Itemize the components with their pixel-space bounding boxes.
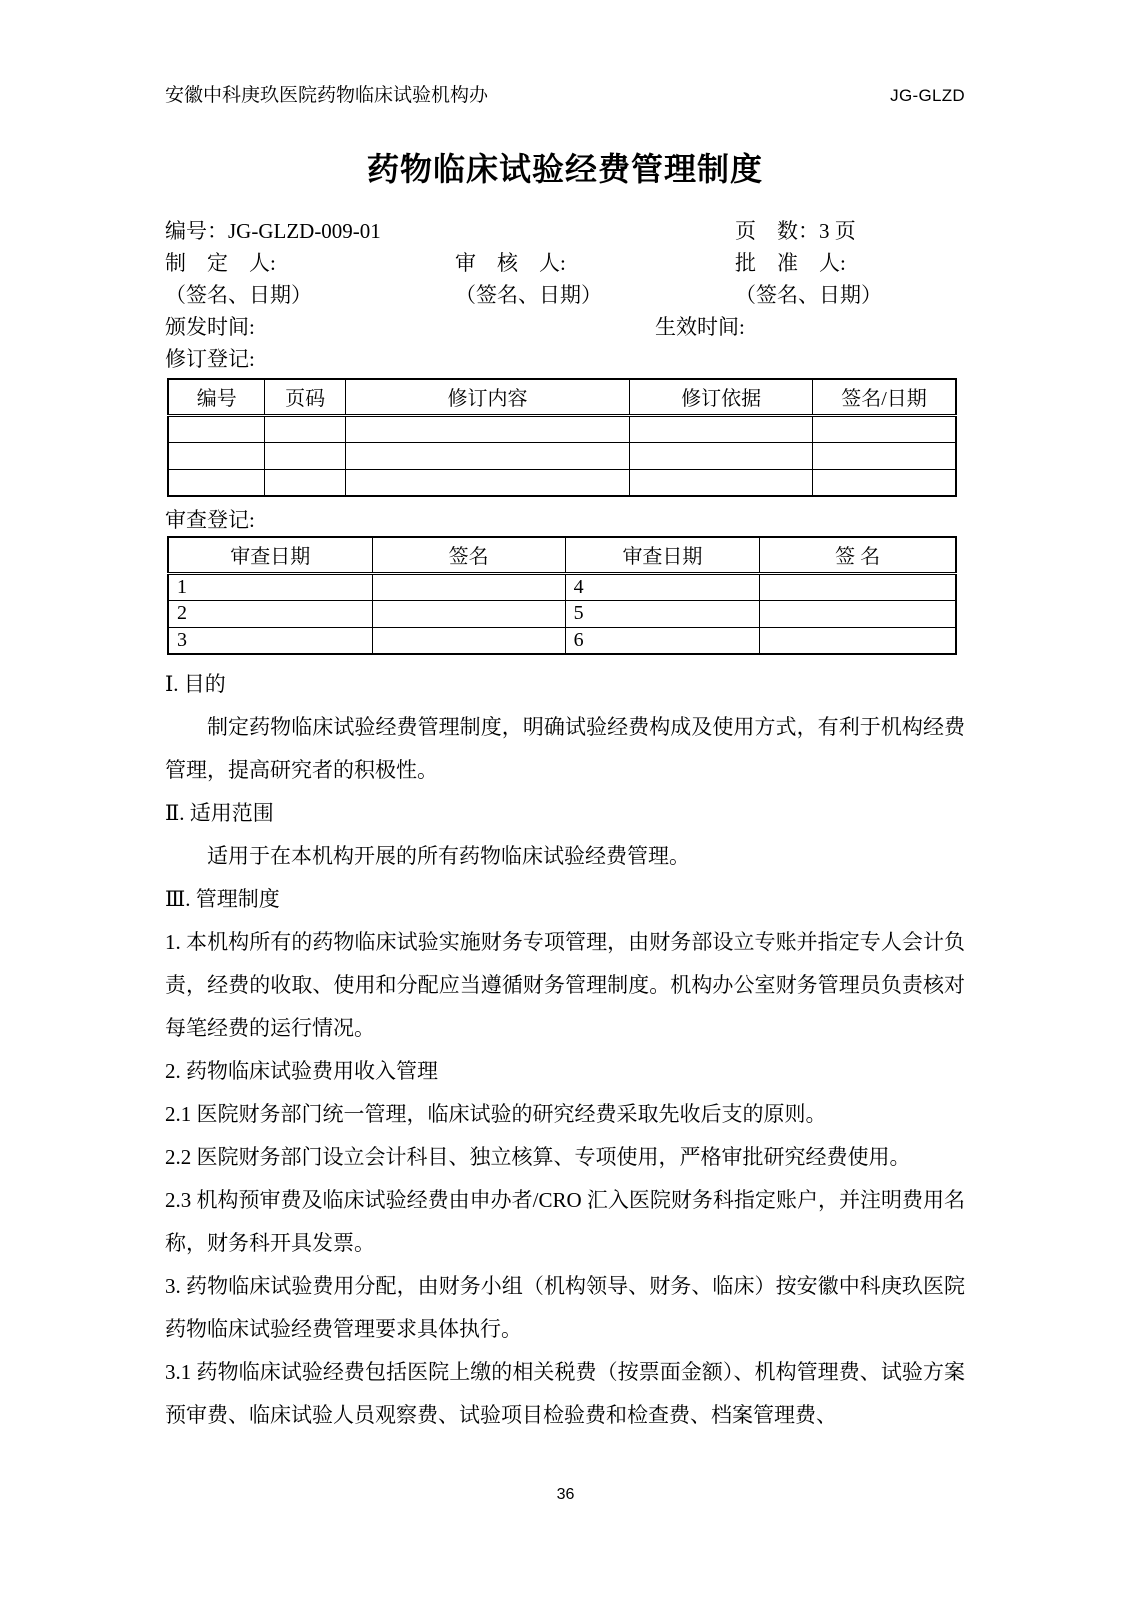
reviewer-label: 审 核 人: [455, 251, 566, 275]
header-org-name: 安徽中科庚玖医院药物临床试验机构办 [165, 85, 489, 106]
table-cell: 1 [168, 573, 372, 600]
table-cell [372, 600, 565, 627]
revision-section-label: 修订登记: [165, 347, 255, 371]
section-heading: Ⅱ. 适用范围 [165, 801, 274, 825]
section-heading: Ⅲ. 管理制度 [165, 887, 280, 911]
maker-sign-date: （签名、日期） [165, 283, 312, 307]
table-cell [630, 415, 813, 442]
table-cell [168, 469, 265, 496]
issue-time-label: 颁发时间: [165, 315, 255, 339]
section-heading: Ⅰ. 目的 [165, 672, 226, 696]
table-cell: 5 [565, 600, 760, 627]
table-cell [813, 415, 956, 442]
table-cell [630, 469, 813, 496]
table-row [168, 573, 956, 600]
info-row [165, 247, 965, 279]
body-paragraph: 制定药物临床试验经费管理制度，明确试验经费构成及使用方式，有利于机构经费管理，提高研究者的积极性。 [165, 715, 965, 782]
body-paragraph: 2.1 医院财务部门统一管理，临床试验的研究经费采取先收后支的原则。 [165, 1102, 827, 1126]
body-paragraph: 2. 药物临床试验费用收入管理 [165, 1059, 438, 1083]
maker-label: 制 定 人: [165, 251, 276, 275]
column-header: 页码 [265, 379, 345, 415]
page-number: 36 [556, 1486, 575, 1503]
table-cell [372, 627, 565, 654]
page-header [165, 0, 965, 107]
table-cell [630, 442, 813, 469]
body-paragraph: 3. 药物临床试验费用分配，由财务小组（机构领导、财务、临床）按安徽中科庚玖医院药物临床试验经费管理要求具体执行。 [165, 1274, 965, 1341]
column-header: 修订内容 [345, 379, 629, 415]
page-count: 页 数：3 页 [735, 219, 856, 243]
body-paragraph: 2.3 机构预审费及临床试验经费由申办者/CRO 汇入医院财务科指定账户，并注明费用名称，财务科开具发票。 [165, 1188, 965, 1255]
table-cell: 2 [168, 600, 372, 627]
column-header: 审查日期 [168, 537, 372, 573]
reviewer-sign-date: （签名、日期） [455, 283, 602, 307]
column-header: 修订依据 [630, 379, 813, 415]
body-paragraph: 适用于在本机构开展的所有药物临床试验经费管理。 [207, 844, 690, 868]
table-cell [372, 573, 565, 600]
table-cell [760, 573, 956, 600]
table-cell: 3 [168, 627, 372, 654]
review-table [167, 536, 957, 655]
table-row [168, 442, 956, 469]
info-row [165, 215, 965, 247]
revision-table [167, 378, 957, 497]
column-header: 签 名 [760, 537, 956, 573]
info-block [165, 215, 965, 375]
table-cell: 4 [565, 573, 760, 600]
review-section-label: 审查登记: [165, 508, 255, 532]
approver-sign-date: （签名、日期） [735, 283, 882, 307]
effective-time-label: 生效时间: [655, 315, 745, 339]
table-cell [168, 415, 265, 442]
table-cell [265, 469, 345, 496]
document-title: 药物临床试验经费管理制度 [366, 151, 763, 187]
table-cell [813, 442, 956, 469]
body-paragraph: 1. 本机构所有的药物临床试验实施财务专项管理，由财务部设立专账并指定专人会计负责，经费的收取、使用和分配应当遵循财务管理制度。机构办公室财务管理员负责核对每笔经费的运行情况。 [165, 930, 965, 1040]
column-header: 编号 [168, 379, 265, 415]
body-paragraph: 2.2 医院财务部门设立会计科目、独立核算、专项使用，严格审批研究经费使用。 [165, 1145, 911, 1169]
approver-label: 批 准 人: [735, 251, 846, 275]
info-row [165, 343, 965, 375]
doc-number: 编号：JG-GLZD-009-01 [165, 219, 381, 243]
table-cell: 6 [565, 627, 760, 654]
table-row [168, 415, 956, 442]
column-header: 签名/日期 [813, 379, 956, 415]
table-cell [168, 442, 265, 469]
body-paragraph: 3.1 药物临床试验经费包括医院上缴的相关税费（按票面金额）、机构管理费、试验方案预审费、临床试验人员观察费、试验项目检验费和检查费、档案管理费、 [165, 1360, 965, 1427]
table-cell [265, 415, 345, 442]
review-table-header-row [168, 537, 956, 573]
revision-table-header-row [168, 379, 956, 415]
column-header: 审查日期 [565, 537, 760, 573]
table-cell [265, 442, 345, 469]
table-cell [345, 442, 629, 469]
table-cell [760, 627, 956, 654]
table-cell [345, 415, 629, 442]
header-doc-code: JG-GLZD [890, 86, 965, 105]
table-row [168, 469, 956, 496]
table-row [168, 627, 956, 654]
table-cell [345, 469, 629, 496]
table-cell [760, 600, 956, 627]
table-cell [813, 469, 956, 496]
document-body [165, 663, 965, 1437]
column-header: 签名 [372, 537, 565, 573]
info-row [165, 279, 965, 311]
info-row [165, 311, 965, 343]
table-row [168, 600, 956, 627]
